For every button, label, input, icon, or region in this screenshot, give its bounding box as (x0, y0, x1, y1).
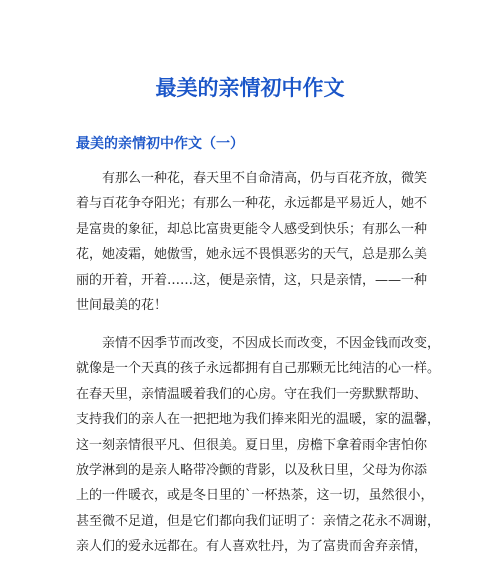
paragraph-line: 在春天里，亲情温暖着我们的心房。守在我们一旁默默帮助、 (76, 386, 428, 402)
paragraph-line: 有那么一种花，春天里不自命清高，仍与百花齐放，微笑 (102, 171, 428, 186)
paragraph-line: 就像是一个天真的孩子永远都拥有自己那颗无比纯洁的心一样。 (76, 361, 441, 377)
paragraph-line: 放学淋到的是亲人略带冷颤的背影，以及秋日里，父母为你添 (76, 462, 428, 478)
paragraph-line: 花，她凌霜，她傲雪，她永远不畏惧恶劣的天气，总是那么美 (76, 247, 428, 263)
paragraph-line: 丽的开着，开着……这，便是亲情，这，只是亲情，——一种 (76, 272, 428, 288)
paragraph-line: 这一刻亲情很平凡、但很美。夏日里，房檐下拿着雨伞害怕你 (76, 437, 428, 453)
paragraph-line: 亲人们的爱永远都在。有人喜欢牡丹，为了富贵而舍弃亲情， (76, 539, 428, 555)
paragraph-line: 世间最美的花！ (76, 297, 168, 313)
section-title: 最美的亲情初中作文（一） (76, 136, 244, 152)
document-title: 最美的亲情初中作文 (155, 76, 345, 100)
paragraph-line: 亲情不因季节而改变，不因成长而改变，不因金钱而改变， (102, 336, 441, 351)
paragraph-line: 支持我们的亲人在一把把地为我们捧来阳光的温暖，家的温馨， (76, 412, 441, 428)
paragraph-line: 是富贵的象征，却总比富贵更能令人感受到快乐；有那么一种 (76, 221, 428, 237)
paragraph-line: 着与百花争夺阳光；有那么一种花，永远都是平易近人，她不 (76, 196, 428, 212)
paragraph-2 (76, 331, 441, 560)
paragraph-line: 上的一件暖衣，或是冬日里的`一杯热茶，这一切，虽然很小， (76, 488, 434, 504)
paragraph-line: 甚至微不足道，但是它们都向我们证明了：亲情之花永不凋谢， (76, 513, 441, 529)
paragraph-1 (76, 166, 426, 318)
